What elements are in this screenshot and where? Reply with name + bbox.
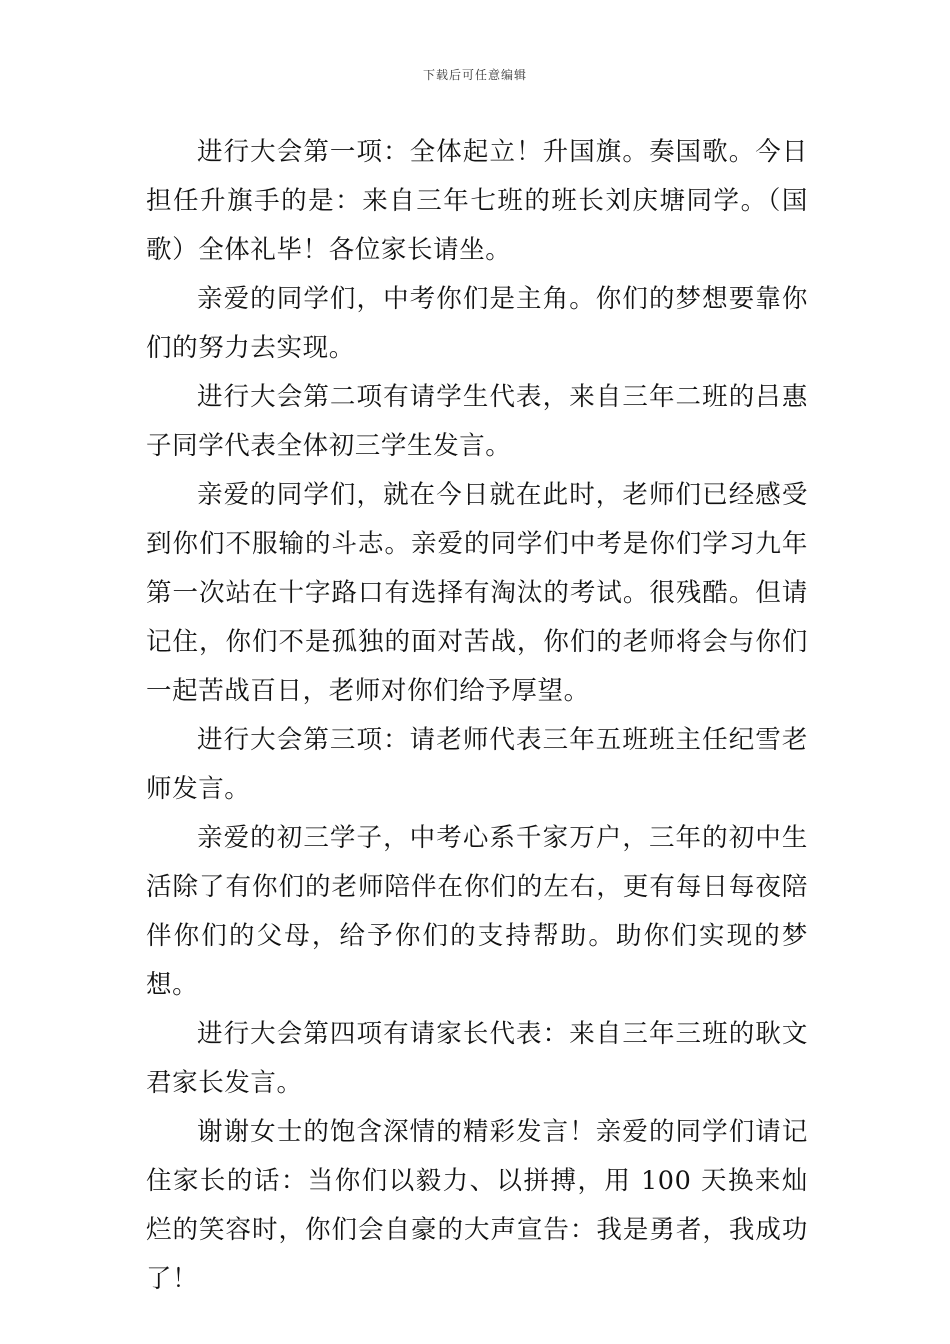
paragraph-parents-support: 亲爱的初三学子，中考心系千家万户，三年的初中生活除了有你们的老师陪伴在你们的左右，更有每日每夜陪伴你们的父母，给予你们的支持帮助。助你们实现的梦想。 xyxy=(146,823,808,1000)
paragraph-closing-remarks: 谢谢女士的饱含深情的精彩发言！亲爱的同学们请记住家长的话：当你们以毅力、以拼搏，用 100 天换来灿烂的笑容时，你们会自豪的大声宣告：我是勇者，我成功了！ xyxy=(146,1117,808,1294)
document-body xyxy=(146,128,808,1304)
paragraph-student-representative: 进行大会第二项有请学生代表，来自三年二班的吕惠子同学代表全体初三学生发言。 xyxy=(146,382,808,461)
paragraph-students-main-role: 亲爱的同学们，中考你们是主角。你们的梦想要靠你们的努力去实现。 xyxy=(146,284,808,363)
paragraph-flag-raising: 进行大会第一项：全体起立！升国旗。奏国歌。今日担任升旗手的是：来自三年七班的班长刘庆塘同学。（国歌）全体礼毕！各位家长请坐。 xyxy=(146,137,808,265)
header-note: 下载后可任意编辑 xyxy=(422,68,527,82)
paragraph-parent-representative: 进行大会第四项有请家长代表：来自三年三班的耿文君家长发言。 xyxy=(146,1019,808,1098)
paragraph-teachers-message: 亲爱的同学们，就在今日就在此时，老师们已经感受到你们不服输的斗志。亲爱的同学们中考是你们学习九年第一次站在十字路口有选择有淘汰的考试。很残酷。但请记住，你们不是孤独的面对苦战，你们的老师将会与你们一起苦战百日，老师对你们给予厚望。 xyxy=(146,480,808,706)
paragraph-teacher-representative: 进行大会第三项：请老师代表三年五班班主任纪雪老师发言。 xyxy=(146,725,808,804)
